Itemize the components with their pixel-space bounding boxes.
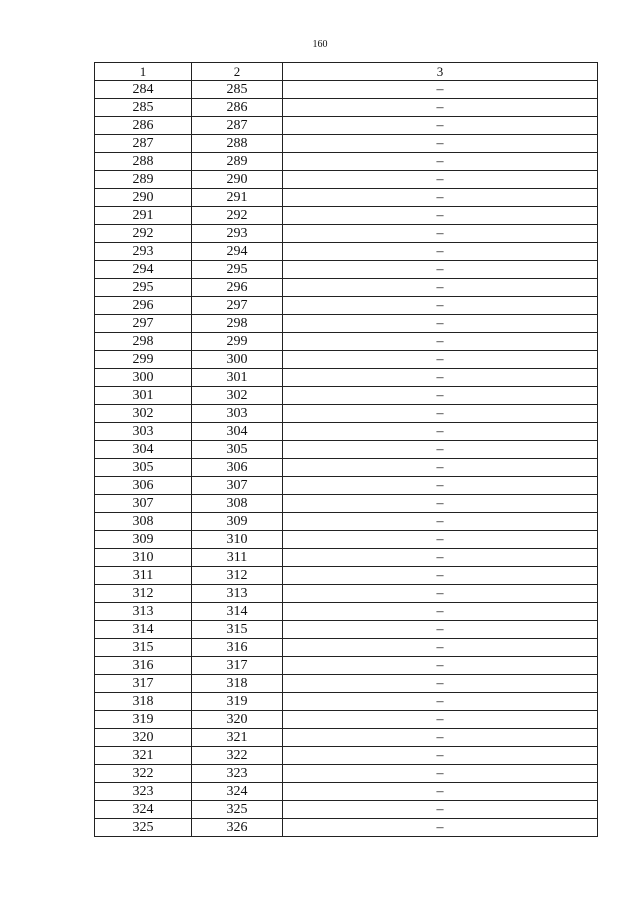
table-cell-col-3: – — [283, 459, 598, 477]
table-cell-col-3: – — [283, 81, 598, 99]
table-cell-col-3: – — [283, 711, 598, 729]
table-cell-col-3: – — [283, 657, 598, 675]
table-row — [95, 747, 598, 765]
table-row — [95, 783, 598, 801]
table-cell-col-2: 309 — [192, 513, 283, 531]
table-row — [95, 117, 598, 135]
table-cell-col-2: 297 — [192, 297, 283, 315]
table-cell-col-2: 306 — [192, 459, 283, 477]
table-row — [95, 531, 598, 549]
table-cell-col-3: – — [283, 603, 598, 621]
table-row — [95, 549, 598, 567]
table-cell-col-2: 323 — [192, 765, 283, 783]
table-row — [95, 135, 598, 153]
table-row — [95, 585, 598, 603]
table-cell-col-1: 325 — [95, 819, 192, 837]
table-cell-col-1: 321 — [95, 747, 192, 765]
table-cell-col-3: – — [283, 549, 598, 567]
table-cell-col-2: 290 — [192, 171, 283, 189]
table-cell-col-3: – — [283, 315, 598, 333]
table-row — [95, 207, 598, 225]
table-cell-col-2: 286 — [192, 99, 283, 117]
table-cell-col-3: – — [283, 621, 598, 639]
table-row — [95, 153, 598, 171]
table-cell-col-1: 284 — [95, 81, 192, 99]
table-cell-col-2: 318 — [192, 675, 283, 693]
table-cell-col-3: – — [283, 333, 598, 351]
table-cell-col-1: 306 — [95, 477, 192, 495]
table-cell-col-1: 302 — [95, 405, 192, 423]
table-row — [95, 819, 598, 837]
table-row — [95, 603, 598, 621]
table-cell-col-1: 290 — [95, 189, 192, 207]
page-number: 160 — [312, 39, 328, 50]
table-row — [95, 189, 598, 207]
table-cell-col-1: 316 — [95, 657, 192, 675]
table-cell-col-3: – — [283, 99, 598, 117]
table-cell-col-3: – — [283, 441, 598, 459]
table-cell-col-2: 289 — [192, 153, 283, 171]
table-cell-col-1: 289 — [95, 171, 192, 189]
table-cell-col-3: – — [283, 783, 598, 801]
table-cell-col-1: 292 — [95, 225, 192, 243]
table-cell-col-1: 317 — [95, 675, 192, 693]
table-cell-col-1: 307 — [95, 495, 192, 513]
table-cell-col-3: – — [283, 279, 598, 297]
table-cell-col-2: 291 — [192, 189, 283, 207]
table-header-row — [95, 63, 598, 81]
table-row — [95, 657, 598, 675]
table-cell-col-3: – — [283, 171, 598, 189]
table-row — [95, 729, 598, 747]
table-row — [95, 279, 598, 297]
table-row — [95, 225, 598, 243]
table-cell-col-1: 318 — [95, 693, 192, 711]
table-cell-col-2: 296 — [192, 279, 283, 297]
table-cell-col-2: 314 — [192, 603, 283, 621]
table-cell-col-2: 292 — [192, 207, 283, 225]
table-cell-col-1: 308 — [95, 513, 192, 531]
table-cell-col-2: 304 — [192, 423, 283, 441]
table-cell-col-1: 286 — [95, 117, 192, 135]
table-cell-col-3: – — [283, 801, 598, 819]
table-cell-col-1: 310 — [95, 549, 192, 567]
table-row — [95, 369, 598, 387]
table-cell-col-1: 303 — [95, 423, 192, 441]
table-cell-col-1: 319 — [95, 711, 192, 729]
table-row — [95, 315, 598, 333]
table-cell-col-3: – — [283, 225, 598, 243]
table-cell-col-1: 291 — [95, 207, 192, 225]
table-cell-col-1: 301 — [95, 387, 192, 405]
table-row — [95, 297, 598, 315]
table-cell-col-3: – — [283, 729, 598, 747]
table-cell-col-2: 285 — [192, 81, 283, 99]
table-cell-col-2: 308 — [192, 495, 283, 513]
table-cell-col-2: 322 — [192, 747, 283, 765]
table-cell-col-3: – — [283, 675, 598, 693]
table-cell-col-2: 300 — [192, 351, 283, 369]
data-table — [94, 62, 598, 837]
table-cell-col-3: – — [283, 639, 598, 657]
table-cell-col-1: 314 — [95, 621, 192, 639]
table-cell-col-3: – — [283, 765, 598, 783]
table-cell-col-3: – — [283, 747, 598, 765]
table-cell-col-1: 300 — [95, 369, 192, 387]
table-cell-col-1: 293 — [95, 243, 192, 261]
table-cell-col-2: 288 — [192, 135, 283, 153]
table-cell-col-1: 323 — [95, 783, 192, 801]
table-cell-col-1: 296 — [95, 297, 192, 315]
table-cell-col-2: 295 — [192, 261, 283, 279]
table-cell-col-2: 301 — [192, 369, 283, 387]
table-cell-col-1: 299 — [95, 351, 192, 369]
table-cell-col-1: 315 — [95, 639, 192, 657]
table-cell-col-2: 310 — [192, 531, 283, 549]
table-row — [95, 423, 598, 441]
table-cell-col-2: 298 — [192, 315, 283, 333]
table-row — [95, 801, 598, 819]
table-cell-col-2: 324 — [192, 783, 283, 801]
table-cell-col-1: 309 — [95, 531, 192, 549]
table-cell-col-1: 287 — [95, 135, 192, 153]
table-row — [95, 639, 598, 657]
table-row — [95, 99, 598, 117]
table-row — [95, 513, 598, 531]
table-row — [95, 405, 598, 423]
table-cell-col-3: – — [283, 207, 598, 225]
table-cell-col-3: – — [283, 495, 598, 513]
table-cell-col-3: – — [283, 819, 598, 837]
table-row — [95, 495, 598, 513]
column-header-3: 3 — [283, 63, 598, 81]
table-row — [95, 387, 598, 405]
table-cell-col-1: 294 — [95, 261, 192, 279]
table-row — [95, 693, 598, 711]
table-cell-col-1: 312 — [95, 585, 192, 603]
table-cell-col-1: 305 — [95, 459, 192, 477]
table-cell-col-2: 293 — [192, 225, 283, 243]
table-cell-col-2: 319 — [192, 693, 283, 711]
table-cell-col-3: – — [283, 585, 598, 603]
table-row — [95, 441, 598, 459]
table-row — [95, 765, 598, 783]
table-row — [95, 333, 598, 351]
table-cell-col-1: 288 — [95, 153, 192, 171]
column-header-1: 1 — [95, 63, 192, 81]
table-row — [95, 675, 598, 693]
table-cell-col-1: 311 — [95, 567, 192, 585]
table-cell-col-3: – — [283, 243, 598, 261]
table-cell-col-3: – — [283, 369, 598, 387]
table-cell-col-1: 298 — [95, 333, 192, 351]
table-cell-col-1: 320 — [95, 729, 192, 747]
table-row — [95, 567, 598, 585]
table-body — [95, 81, 598, 837]
table-cell-col-2: 312 — [192, 567, 283, 585]
table-cell-col-3: – — [283, 693, 598, 711]
table-cell-col-1: 324 — [95, 801, 192, 819]
table-row — [95, 351, 598, 369]
table-cell-col-2: 303 — [192, 405, 283, 423]
table-row — [95, 477, 598, 495]
table-cell-col-2: 299 — [192, 333, 283, 351]
table-cell-col-1: 297 — [95, 315, 192, 333]
table-row — [95, 243, 598, 261]
table-cell-col-1: 304 — [95, 441, 192, 459]
table-row — [95, 459, 598, 477]
table-cell-col-2: 325 — [192, 801, 283, 819]
table-row — [95, 261, 598, 279]
table-row — [95, 81, 598, 99]
table-cell-col-2: 307 — [192, 477, 283, 495]
table-cell-col-2: 287 — [192, 117, 283, 135]
table-cell-col-3: – — [283, 477, 598, 495]
table-cell-col-2: 316 — [192, 639, 283, 657]
table-cell-col-3: – — [283, 351, 598, 369]
table-cell-col-3: – — [283, 513, 598, 531]
table-cell-col-2: 302 — [192, 387, 283, 405]
column-header-2: 2 — [192, 63, 283, 81]
table-cell-col-2: 313 — [192, 585, 283, 603]
table-cell-col-2: 320 — [192, 711, 283, 729]
table-cell-col-2: 305 — [192, 441, 283, 459]
table-cell-col-3: – — [283, 423, 598, 441]
table-cell-col-3: – — [283, 567, 598, 585]
table-cell-col-1: 295 — [95, 279, 192, 297]
table-cell-col-2: 294 — [192, 243, 283, 261]
table-cell-col-1: 285 — [95, 99, 192, 117]
table-row — [95, 171, 598, 189]
table-header — [95, 63, 598, 81]
table-cell-col-2: 315 — [192, 621, 283, 639]
table-cell-col-2: 321 — [192, 729, 283, 747]
table-row — [95, 711, 598, 729]
table-cell-col-2: 326 — [192, 819, 283, 837]
table-cell-col-3: – — [283, 531, 598, 549]
table-cell-col-3: – — [283, 405, 598, 423]
table-cell-col-3: – — [283, 117, 598, 135]
table-cell-col-3: – — [283, 153, 598, 171]
table-cell-col-3: – — [283, 387, 598, 405]
table-cell-col-3: – — [283, 189, 598, 207]
table-row — [95, 621, 598, 639]
table-cell-col-3: – — [283, 135, 598, 153]
table-cell-col-1: 322 — [95, 765, 192, 783]
table-cell-col-3: – — [283, 297, 598, 315]
table-cell-col-2: 317 — [192, 657, 283, 675]
table-cell-col-2: 311 — [192, 549, 283, 567]
table-cell-col-1: 313 — [95, 603, 192, 621]
table-cell-col-3: – — [283, 261, 598, 279]
